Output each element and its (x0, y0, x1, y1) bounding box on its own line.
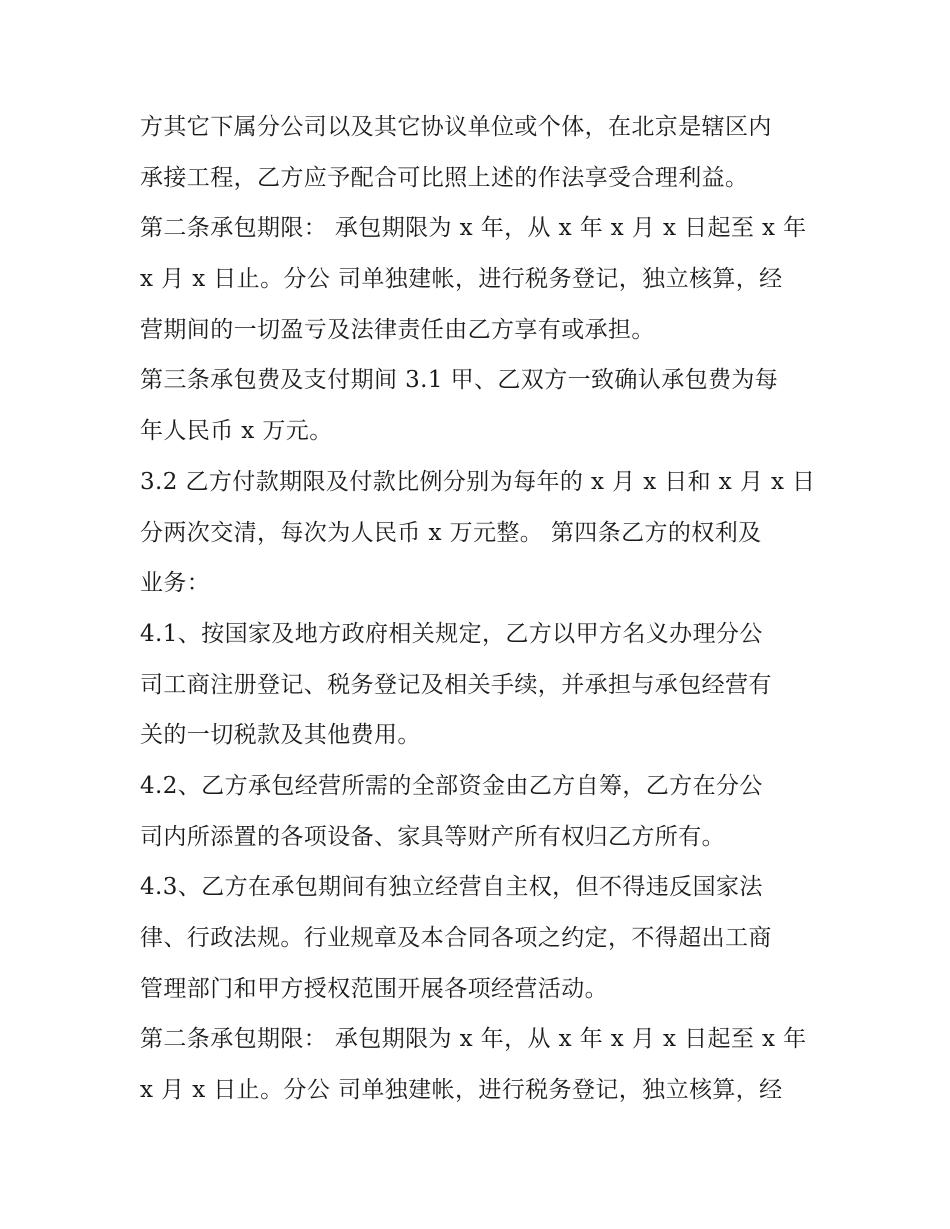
text-line: 营期间的一切盈亏及法律责任由乙方享有或承担。 (140, 316, 655, 343)
text-line: 年人民币 x 万元。 (140, 418, 333, 445)
text-line: x 月 x 日止。分公 司单独建帐，进行税务登记，独立核算，经 (140, 1077, 783, 1104)
text-line: 3.2 乙方付款期限及付款比例分别为每年的 x 月 x 日和 x 月 x 日 (140, 468, 816, 495)
text-line: 司工商注册登记、税务登记及相关手续，并承担与承包经营有 (140, 671, 772, 698)
text-line: 承接工程，乙方应予配合可比照上述的作法享受合理利益。 (140, 164, 749, 191)
text-line: 第二条承包期限： 承包期限为 x 年，从 x 年 x 月 x 日起至 x 年 (140, 1026, 807, 1053)
text-line: 4.3、乙方在承包期间有独立经营自主权，但不得违反国家法 (140, 874, 763, 901)
text-line: 第三条承包费及支付期间 3.1 甲、乙双方一致确认承包费为每 (140, 367, 779, 394)
text-line: 第二条承包期限： 承包期限为 x 年，从 x 年 x 月 x 日起至 x 年 (140, 215, 807, 242)
text-line: 分两次交清，每次为人民币 x 万元整。 第四条乙方的权利及 (140, 519, 762, 546)
text-line: 4.2、乙方承包经营所需的全部资金由乙方自筹，乙方在分公 (140, 772, 763, 799)
text-line: 关的一切税款及其他费用。 (140, 722, 421, 749)
text-line: 业务： (140, 570, 211, 597)
text-line: 方其它下属分公司以及其它协议单位或个体，在北京是辖区内 (140, 114, 772, 140)
document-body (140, 102, 820, 1116)
text-line: 司内所添置的各项设备、家具等财产所有权归乙方所有。 (140, 823, 725, 850)
text-line: 管理部门和甲方授权范围开展各项经营活动。 (140, 975, 608, 1002)
text-line: 4.1、按国家及地方政府相关规定，乙方以甲方名义办理分公 (140, 620, 763, 647)
text-line: x 月 x 日止。分公 司单独建帐，进行税务登记，独立核算，经 (140, 266, 783, 293)
text-line: 律、行政法规。行业规章及本合同各项之约定，不得超出工商 (140, 925, 772, 951)
